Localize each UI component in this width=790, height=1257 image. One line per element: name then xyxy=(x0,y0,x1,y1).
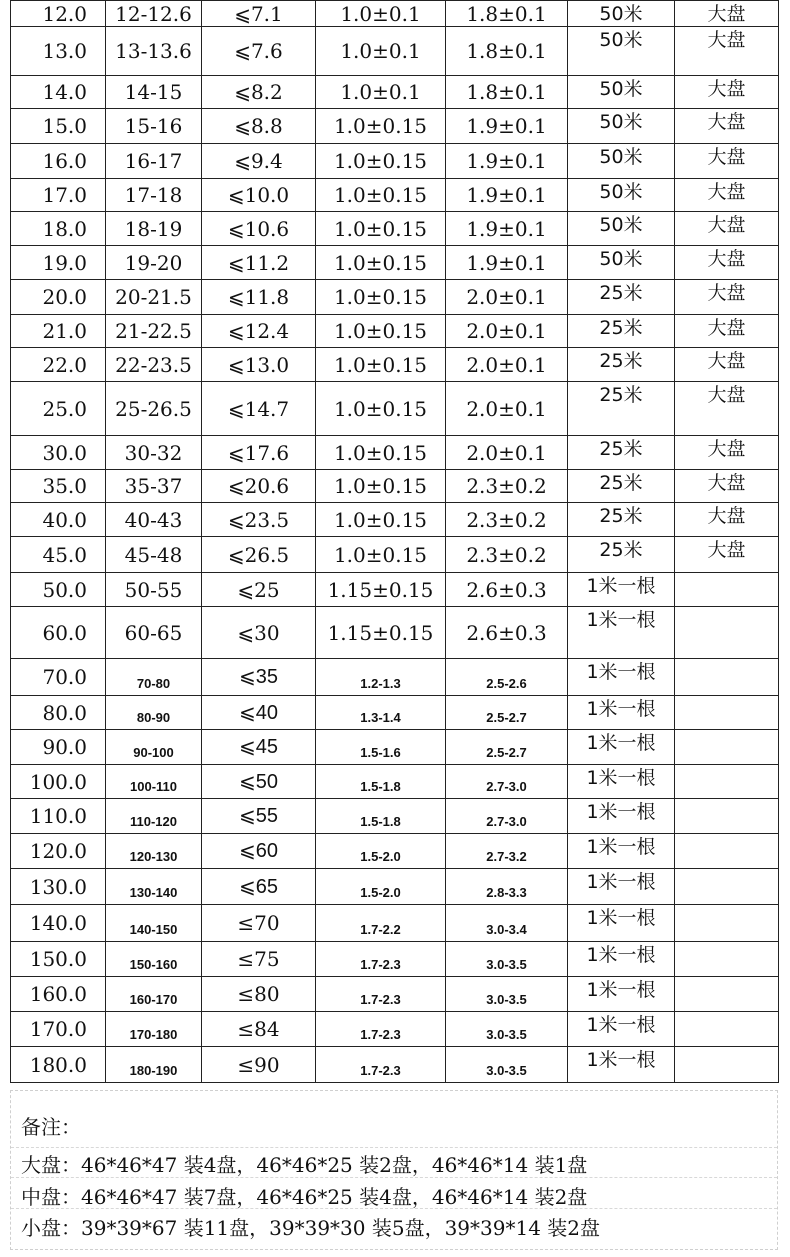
notes-title: 备注： xyxy=(21,1115,81,1139)
cell-pack xyxy=(675,659,779,696)
cell-pack: 大盘 xyxy=(675,144,779,179)
cell-range: 13-13.6 xyxy=(106,27,202,76)
cell-range: 50-55 xyxy=(106,573,202,607)
table-row xyxy=(11,942,779,977)
cell-wall: 1.0±0.15 xyxy=(316,348,446,382)
table-row xyxy=(11,503,779,537)
cell-pack xyxy=(675,977,779,1012)
cell-nominal: 180.0 xyxy=(11,1047,106,1083)
cell-max: ⩽14.7 xyxy=(202,382,316,436)
cell-range: 21-22.5 xyxy=(106,315,202,348)
cell-max: ⩽35 xyxy=(202,659,316,696)
table-row xyxy=(11,212,779,246)
cell-nominal: 170.0 xyxy=(11,1012,106,1047)
cell-length: 50米 xyxy=(568,109,675,144)
cell-max: ⩽10.0 xyxy=(202,179,316,212)
cell-wall: 1.0±0.15 xyxy=(316,537,446,573)
cell-nominal: 50.0 xyxy=(11,573,106,607)
cell-thickness: 2.0±0.1 xyxy=(446,315,568,348)
cell-length: 50米 xyxy=(568,212,675,246)
cell-max: ≤75 xyxy=(202,942,316,977)
cell-thickness: 2.0±0.1 xyxy=(446,280,568,315)
cell-wall: 1.5-1.8 xyxy=(316,799,446,834)
cell-pack: 大盘 xyxy=(675,470,779,503)
cell-length: 1米一根 xyxy=(568,696,675,730)
table-row xyxy=(11,144,779,179)
cell-pack xyxy=(675,730,779,765)
table-row xyxy=(11,607,779,659)
cell-pack: 大盘 xyxy=(675,503,779,537)
cell-max: ⩽30 xyxy=(202,607,316,659)
cell-wall: 1.0±0.1 xyxy=(316,76,446,109)
table-row xyxy=(11,382,779,436)
cell-range: 18-19 xyxy=(106,212,202,246)
cell-length: 1米一根 xyxy=(568,799,675,834)
cell-wall: 1.0±0.15 xyxy=(316,144,446,179)
cell-thickness: 1.8±0.1 xyxy=(446,76,568,109)
cell-length: 25米 xyxy=(568,470,675,503)
cell-range: 20-21.5 xyxy=(106,280,202,315)
cell-max: ⩽45 xyxy=(202,730,316,765)
cell-range: 45-48 xyxy=(106,537,202,573)
cell-wall: 1.15±0.15 xyxy=(316,573,446,607)
cell-max: ⩽10.6 xyxy=(202,212,316,246)
table-row xyxy=(11,1047,779,1083)
cell-thickness: 2.0±0.1 xyxy=(446,382,568,436)
cell-thickness: 3.0-3.5 xyxy=(446,942,568,977)
cell-nominal: 12.0 xyxy=(11,1,106,27)
cell-range: 19-20 xyxy=(106,246,202,280)
cell-max: ⩽50 xyxy=(202,765,316,799)
table-row xyxy=(11,537,779,573)
cell-nominal: 60.0 xyxy=(11,607,106,659)
cell-wall: 1.7-2.3 xyxy=(316,977,446,1012)
cell-nominal: 160.0 xyxy=(11,977,106,1012)
cell-length: 50米 xyxy=(568,179,675,212)
table-row xyxy=(11,834,779,869)
cell-nominal: 110.0 xyxy=(11,799,106,834)
table-row xyxy=(11,1012,779,1047)
cell-range: 35-37 xyxy=(106,470,202,503)
cell-wall: 1.0±0.15 xyxy=(316,503,446,537)
cell-wall: 1.0±0.15 xyxy=(316,436,446,470)
table-row xyxy=(11,573,779,607)
cell-nominal: 16.0 xyxy=(11,144,106,179)
cell-max: ⩽12.4 xyxy=(202,315,316,348)
cell-max: ⩽26.5 xyxy=(202,537,316,573)
notes-line-large-reel: 大盘：46*46*47 装4盘，46*46*25 装2盘，46*46*14 装1盘 xyxy=(21,1153,588,1177)
cell-max: ≤70 xyxy=(202,905,316,942)
cell-range: 160-170 xyxy=(106,977,202,1012)
table-row xyxy=(11,348,779,382)
cell-range: 70-80 xyxy=(106,659,202,696)
cell-range: 12-12.6 xyxy=(106,1,202,27)
cell-nominal: 140.0 xyxy=(11,905,106,942)
cell-nominal: 45.0 xyxy=(11,537,106,573)
cell-max: ⩽23.5 xyxy=(202,503,316,537)
cell-pack xyxy=(675,1047,779,1083)
cell-thickness: 2.0±0.1 xyxy=(446,348,568,382)
cell-nominal: 19.0 xyxy=(11,246,106,280)
cell-thickness: 2.6±0.3 xyxy=(446,573,568,607)
cell-nominal: 21.0 xyxy=(11,315,106,348)
cell-pack: 大盘 xyxy=(675,76,779,109)
cell-nominal: 120.0 xyxy=(11,834,106,869)
cell-length: 25米 xyxy=(568,537,675,573)
cell-pack xyxy=(675,942,779,977)
cell-thickness: 1.9±0.1 xyxy=(446,246,568,280)
cell-nominal: 25.0 xyxy=(11,382,106,436)
cell-range: 130-140 xyxy=(106,869,202,905)
cell-nominal: 15.0 xyxy=(11,109,106,144)
cell-nominal: 30.0 xyxy=(11,436,106,470)
cell-max: ≤80 xyxy=(202,977,316,1012)
cell-length: 50米 xyxy=(568,246,675,280)
cell-range: 25-26.5 xyxy=(106,382,202,436)
table-row xyxy=(11,905,779,942)
cell-pack xyxy=(675,765,779,799)
cell-range: 17-18 xyxy=(106,179,202,212)
cell-thickness: 3.0-3.5 xyxy=(446,977,568,1012)
cell-thickness: 1.9±0.1 xyxy=(446,179,568,212)
cell-range: 60-65 xyxy=(106,607,202,659)
cell-length: 50米 xyxy=(568,144,675,179)
cell-range: 90-100 xyxy=(106,730,202,765)
notes-box xyxy=(10,1090,778,1250)
cell-max: ⩽7.1 xyxy=(202,1,316,27)
spec-table xyxy=(10,0,779,1083)
cell-nominal: 150.0 xyxy=(11,942,106,977)
table-row xyxy=(11,179,779,212)
cell-wall: 1.0±0.15 xyxy=(316,212,446,246)
cell-range: 120-130 xyxy=(106,834,202,869)
cell-thickness: 1.8±0.1 xyxy=(446,27,568,76)
cell-pack: 大盘 xyxy=(675,246,779,280)
cell-range: 15-16 xyxy=(106,109,202,144)
cell-range: 14-15 xyxy=(106,76,202,109)
cell-max: ⩽8.2 xyxy=(202,76,316,109)
cell-wall: 1.7-2.2 xyxy=(316,905,446,942)
cell-pack: 大盘 xyxy=(675,27,779,76)
cell-length: 1米一根 xyxy=(568,869,675,905)
cell-thickness: 3.0-3.5 xyxy=(446,1047,568,1083)
cell-thickness: 3.0-3.5 xyxy=(446,1012,568,1047)
cell-wall: 1.0±0.1 xyxy=(316,1,446,27)
cell-wall: 1.15±0.15 xyxy=(316,607,446,659)
cell-max: ⩽7.6 xyxy=(202,27,316,76)
cell-wall: 1.5-1.6 xyxy=(316,730,446,765)
cell-max: ⩽20.6 xyxy=(202,470,316,503)
cell-max: ⩽11.2 xyxy=(202,246,316,280)
cell-length: 1米一根 xyxy=(568,607,675,659)
cell-thickness: 2.0±0.1 xyxy=(446,436,568,470)
cell-max: ⩽11.8 xyxy=(202,280,316,315)
cell-length: 1米一根 xyxy=(568,1012,675,1047)
cell-max: ⩽25 xyxy=(202,573,316,607)
cell-pack xyxy=(675,573,779,607)
cell-wall: 1.0±0.15 xyxy=(316,179,446,212)
table-row xyxy=(11,76,779,109)
cell-wall: 1.0±0.15 xyxy=(316,109,446,144)
cell-range: 100-110 xyxy=(106,765,202,799)
cell-pack: 大盘 xyxy=(675,109,779,144)
cell-nominal: 14.0 xyxy=(11,76,106,109)
cell-range: 110-120 xyxy=(106,799,202,834)
cell-pack xyxy=(675,905,779,942)
cell-max: ⩽8.8 xyxy=(202,109,316,144)
cell-wall: 1.7-2.3 xyxy=(316,942,446,977)
cell-wall: 1.0±0.15 xyxy=(316,315,446,348)
table-row xyxy=(11,280,779,315)
cell-nominal: 22.0 xyxy=(11,348,106,382)
cell-wall: 1.0±0.15 xyxy=(316,280,446,315)
cell-nominal: 40.0 xyxy=(11,503,106,537)
cell-pack: 大盘 xyxy=(675,348,779,382)
cell-length: 25米 xyxy=(568,348,675,382)
cell-nominal: 17.0 xyxy=(11,179,106,212)
notes-line-small-reel: 小盘：39*39*67 装11盘，39*39*30 装5盘，39*39*14 装2盘 xyxy=(21,1216,601,1240)
cell-thickness: 2.3±0.2 xyxy=(446,503,568,537)
cell-pack xyxy=(675,834,779,869)
cell-pack xyxy=(675,607,779,659)
cell-thickness: 2.3±0.2 xyxy=(446,537,568,573)
cell-max: ⩽40 xyxy=(202,696,316,730)
cell-range: 40-43 xyxy=(106,503,202,537)
cell-thickness: 1.9±0.1 xyxy=(446,212,568,246)
cell-length: 1米一根 xyxy=(568,834,675,869)
cell-length: 1米一根 xyxy=(568,1047,675,1083)
cell-range: 80-90 xyxy=(106,696,202,730)
cell-range: 170-180 xyxy=(106,1012,202,1047)
cell-wall: 1.3-1.4 xyxy=(316,696,446,730)
cell-wall: 1.5-1.8 xyxy=(316,765,446,799)
cell-nominal: 100.0 xyxy=(11,765,106,799)
cell-range: 180-190 xyxy=(106,1047,202,1083)
cell-thickness: 2.7-3.0 xyxy=(446,765,568,799)
cell-max: ⩽55 xyxy=(202,799,316,834)
table-row xyxy=(11,436,779,470)
cell-thickness: 3.0-3.4 xyxy=(446,905,568,942)
cell-wall: 1.5-2.0 xyxy=(316,869,446,905)
cell-length: 25米 xyxy=(568,503,675,537)
cell-pack: 大盘 xyxy=(675,436,779,470)
cell-range: 22-23.5 xyxy=(106,348,202,382)
cell-nominal: 13.0 xyxy=(11,27,106,76)
cell-pack xyxy=(675,1012,779,1047)
cell-pack xyxy=(675,799,779,834)
cell-wall: 1.0±0.15 xyxy=(316,246,446,280)
cell-nominal: 90.0 xyxy=(11,730,106,765)
cell-length: 25米 xyxy=(568,436,675,470)
cell-thickness: 2.5-2.7 xyxy=(446,696,568,730)
cell-thickness: 2.5-2.7 xyxy=(446,730,568,765)
cell-length: 50米 xyxy=(568,76,675,109)
cell-max: ≤90 xyxy=(202,1047,316,1083)
table-row xyxy=(11,659,779,696)
cell-pack xyxy=(675,869,779,905)
cell-length: 1米一根 xyxy=(568,765,675,799)
cell-range: 16-17 xyxy=(106,144,202,179)
cell-thickness: 2.5-2.6 xyxy=(446,659,568,696)
cell-length: 25米 xyxy=(568,280,675,315)
cell-thickness: 2.7-3.0 xyxy=(446,799,568,834)
table-row xyxy=(11,315,779,348)
cell-max: ⩽60 xyxy=(202,834,316,869)
table-row xyxy=(11,470,779,503)
cell-nominal: 130.0 xyxy=(11,869,106,905)
cell-wall: 1.0±0.15 xyxy=(316,382,446,436)
cell-wall: 1.7-2.3 xyxy=(316,1012,446,1047)
table-row xyxy=(11,869,779,905)
cell-thickness: 2.6±0.3 xyxy=(446,607,568,659)
cell-length: 50米 xyxy=(568,27,675,76)
cell-length: 25米 xyxy=(568,382,675,436)
cell-wall: 1.5-2.0 xyxy=(316,834,446,869)
table-row xyxy=(11,1,779,27)
cell-max: ⩽13.0 xyxy=(202,348,316,382)
table-row xyxy=(11,109,779,144)
cell-thickness: 1.9±0.1 xyxy=(446,109,568,144)
cell-pack: 大盘 xyxy=(675,212,779,246)
table-row xyxy=(11,977,779,1012)
cell-nominal: 18.0 xyxy=(11,212,106,246)
cell-pack: 大盘 xyxy=(675,382,779,436)
table-row xyxy=(11,696,779,730)
table-row xyxy=(11,799,779,834)
cell-pack: 大盘 xyxy=(675,1,779,27)
cell-nominal: 70.0 xyxy=(11,659,106,696)
table-row xyxy=(11,730,779,765)
cell-pack: 大盘 xyxy=(675,315,779,348)
table-row xyxy=(11,765,779,799)
table-row xyxy=(11,246,779,280)
spec-table-body xyxy=(11,1,779,1083)
cell-nominal: 80.0 xyxy=(11,696,106,730)
cell-nominal: 20.0 xyxy=(11,280,106,315)
cell-length: 25米 xyxy=(568,315,675,348)
cell-length: 1米一根 xyxy=(568,659,675,696)
cell-length: 50米 xyxy=(568,1,675,27)
cell-thickness: 2.8-3.3 xyxy=(446,869,568,905)
cell-length: 1米一根 xyxy=(568,573,675,607)
cell-range: 140-150 xyxy=(106,905,202,942)
cell-length: 1米一根 xyxy=(568,730,675,765)
cell-thickness: 1.8±0.1 xyxy=(446,1,568,27)
cell-thickness: 2.3±0.2 xyxy=(446,470,568,503)
cell-wall: 1.0±0.1 xyxy=(316,27,446,76)
table-row xyxy=(11,27,779,76)
cell-pack xyxy=(675,696,779,730)
cell-max: ⩽17.6 xyxy=(202,436,316,470)
cell-range: 30-32 xyxy=(106,436,202,470)
cell-max: ≤84 xyxy=(202,1012,316,1047)
cell-pack: 大盘 xyxy=(675,537,779,573)
cell-wall: 1.7-2.3 xyxy=(316,1047,446,1083)
cell-thickness: 1.9±0.1 xyxy=(446,144,568,179)
cell-wall: 1.0±0.15 xyxy=(316,470,446,503)
cell-range: 150-160 xyxy=(106,942,202,977)
cell-length: 1米一根 xyxy=(568,905,675,942)
cell-max: ⩽9.4 xyxy=(202,144,316,179)
cell-pack: 大盘 xyxy=(675,179,779,212)
cell-length: 1米一根 xyxy=(568,977,675,1012)
cell-pack: 大盘 xyxy=(675,280,779,315)
cell-thickness: 2.7-3.2 xyxy=(446,834,568,869)
cell-wall: 1.2-1.3 xyxy=(316,659,446,696)
notes-line-medium-reel: 中盘：46*46*47 装7盘，46*46*25 装4盘，46*46*14 装2盘 xyxy=(21,1185,588,1209)
cell-nominal: 35.0 xyxy=(11,470,106,503)
cell-length: 1米一根 xyxy=(568,942,675,977)
cell-max: ⩽65 xyxy=(202,869,316,905)
